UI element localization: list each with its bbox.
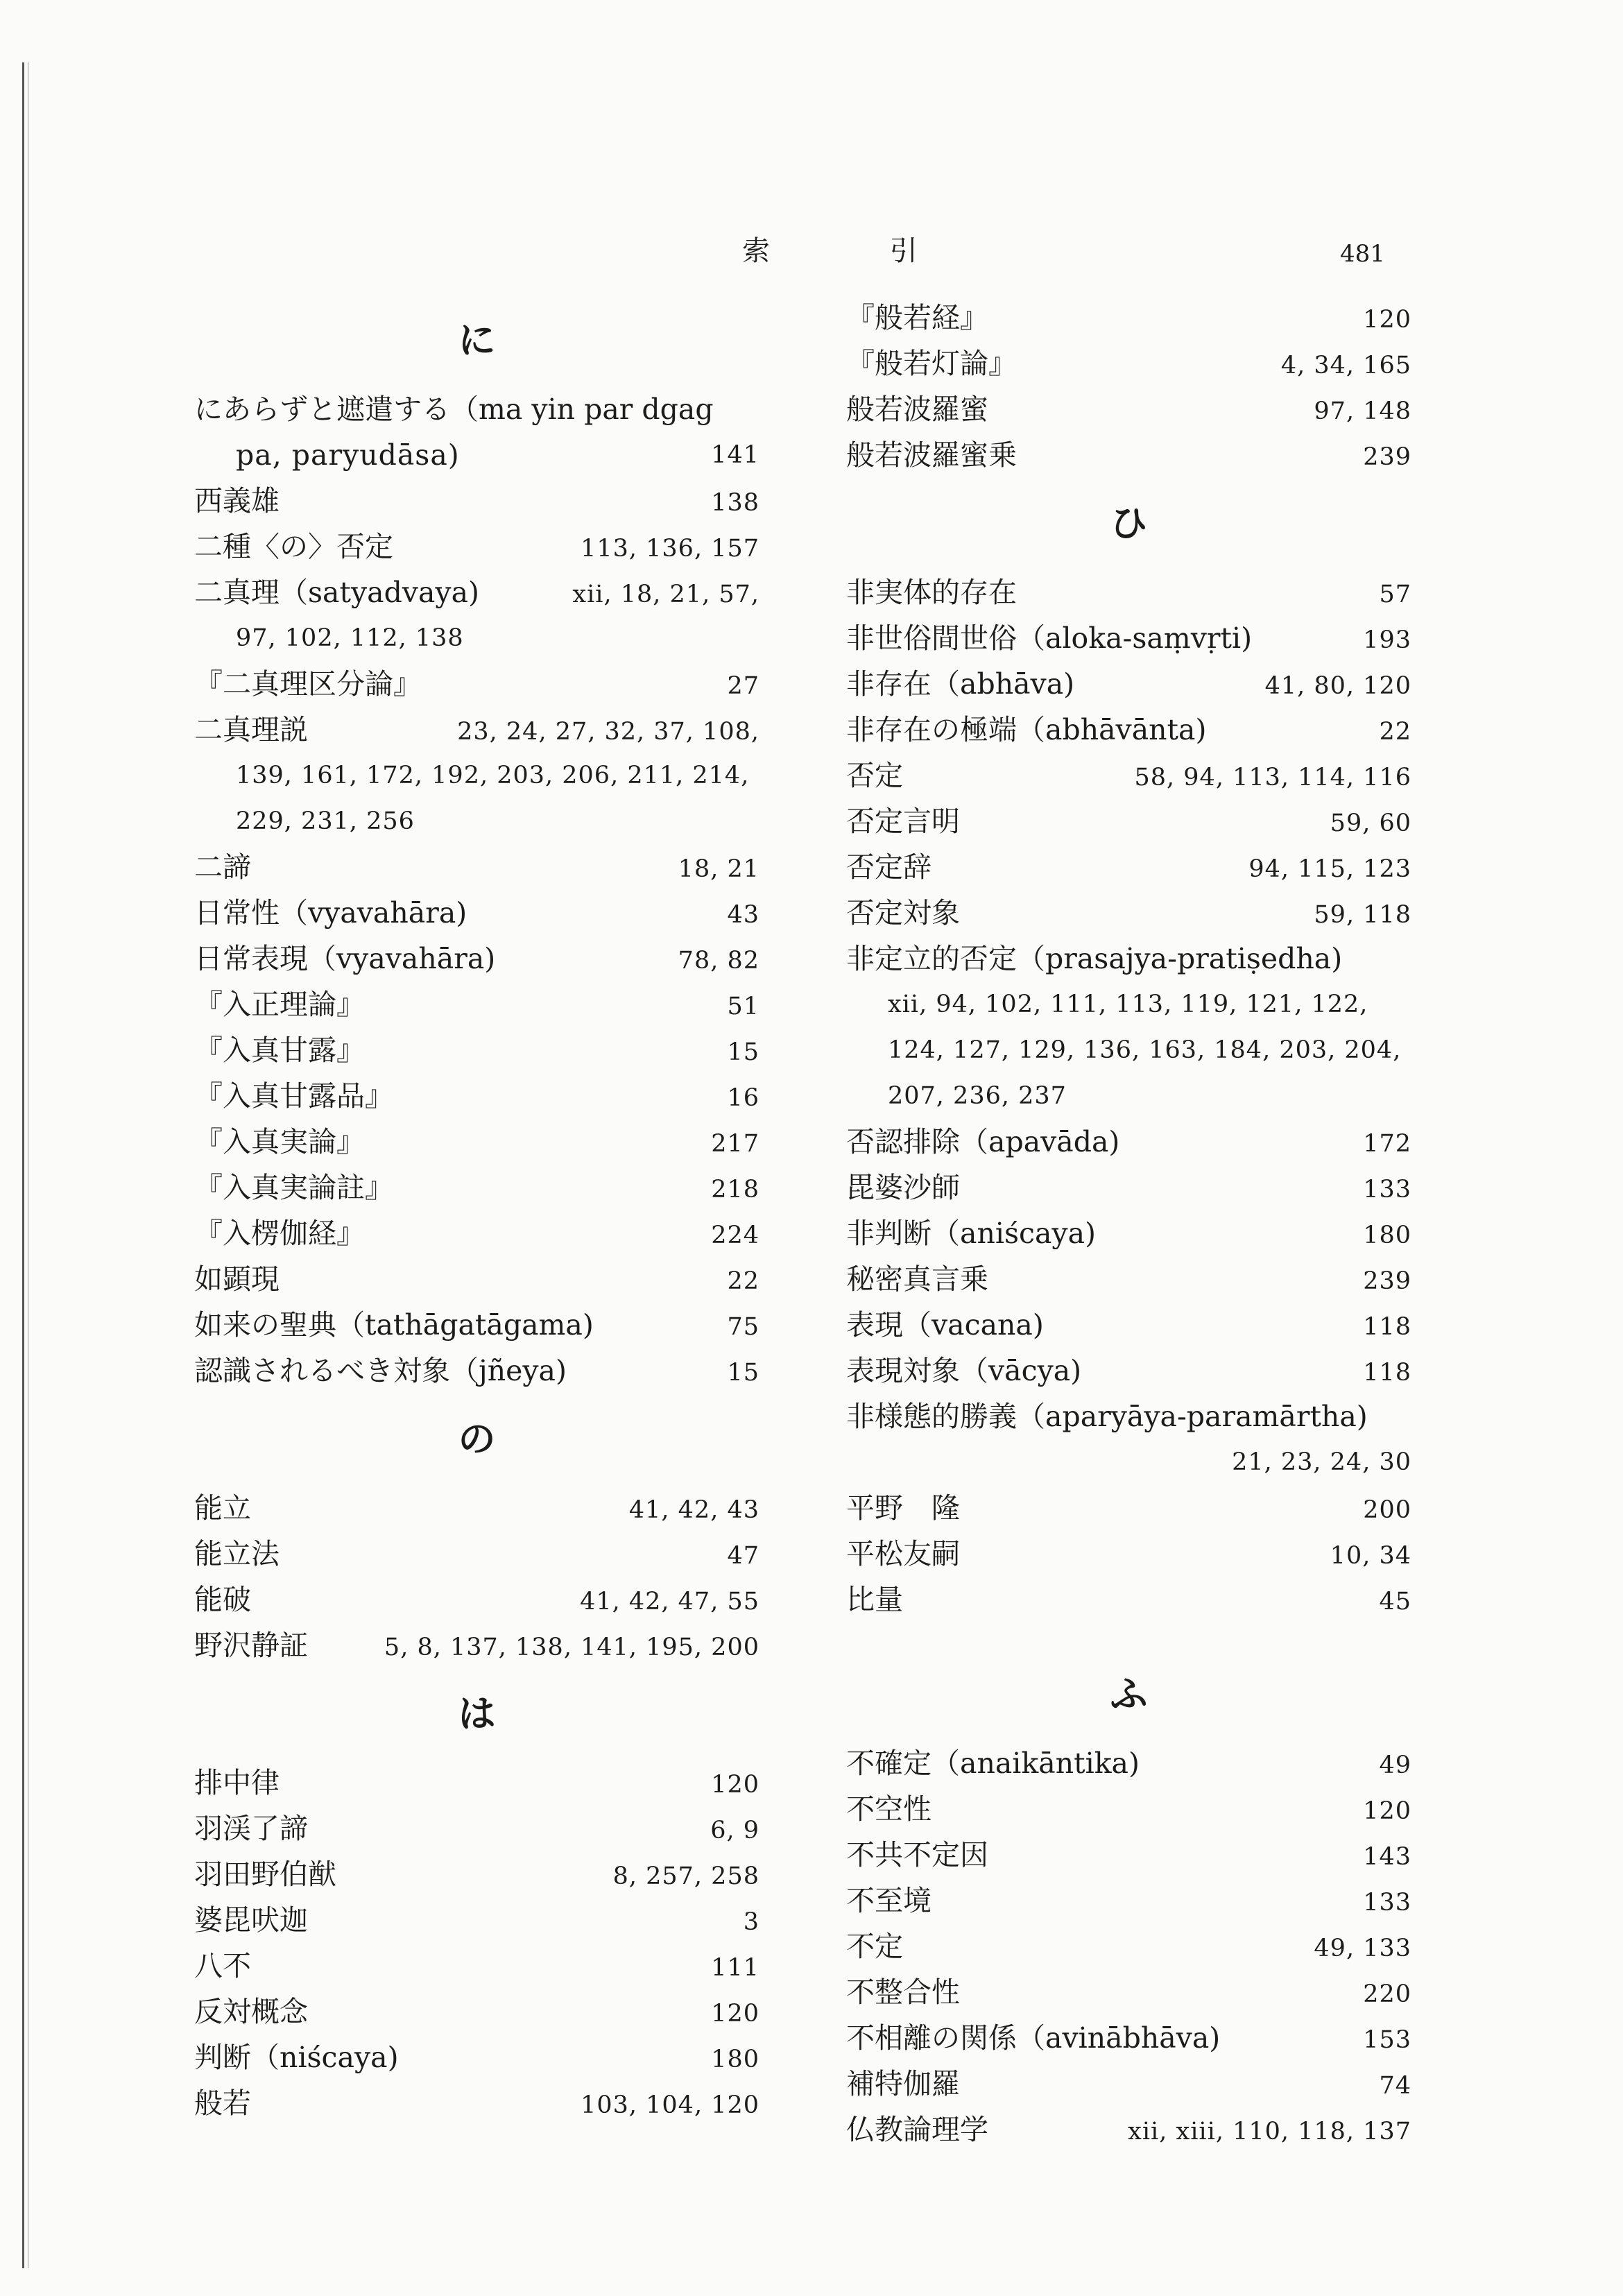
entry-term: 『般若灯論』 (846, 347, 1017, 380)
entry-term: 不共不定因 (846, 1838, 988, 1871)
index-entry (846, 1740, 1411, 1786)
entry-term: 野沢静証 (194, 1629, 308, 1662)
section-heading-ni: に (458, 318, 496, 362)
index-entry (194, 386, 759, 432)
entry-continuation: 124, 127, 129, 136, 163, 184, 203, 204, (888, 1036, 1402, 1064)
entry-continuation: 139, 161, 172, 192, 203, 206, 211, 214, (236, 762, 750, 789)
index-entry (846, 890, 1411, 936)
entry-pages: 3 (743, 1908, 759, 1936)
index-entry (194, 478, 759, 524)
entry-term: 不至境 (846, 1884, 931, 1917)
entry-term: 排中律 (194, 1766, 280, 1799)
entry-pages: 8, 257, 258 (612, 1862, 759, 1890)
index-entry (846, 753, 1411, 798)
index-entry (194, 1256, 759, 1302)
index-entry (194, 1577, 759, 1622)
index-entry (194, 1531, 759, 1577)
entry-term: 『入楞伽経』 (194, 1217, 365, 1250)
entry-pages: 141 (711, 441, 759, 469)
index-entry (194, 1622, 759, 1668)
entry-term: 非判断（aniścaya) (846, 1217, 1097, 1250)
entry-pages: 78, 82 (678, 947, 759, 975)
entry-term: 般若 (194, 2087, 251, 2120)
entry-term: 平野 隆 (846, 1491, 960, 1525)
entry-pages: 5, 8, 137, 138, 141, 195, 200 (384, 1634, 759, 1661)
index-entry (846, 1394, 1411, 1439)
index-entry (846, 844, 1411, 890)
entry-term: 『入真甘露』 (194, 1034, 365, 1067)
entry-term: 不空性 (846, 1792, 931, 1826)
entry-pages: 47 (727, 1542, 759, 1570)
index-entry (194, 1760, 759, 1806)
entry-pages: 41, 42, 47, 55 (580, 1588, 759, 1616)
entry-pages: 59, 60 (1330, 809, 1411, 837)
entry-pages: 58, 94, 113, 114, 116 (1134, 764, 1411, 791)
entry-term: 非様態的勝義（aparyāya-paramārtha) (846, 1400, 1368, 1433)
index-entry (846, 1531, 1411, 1577)
entry-term: 不定 (846, 1930, 903, 1963)
entry-term: 表現対象（vācya) (846, 1354, 1082, 1387)
entry-continuation: 207, 236, 237 (888, 1082, 1067, 1110)
index-entry (846, 615, 1411, 661)
index-entry (846, 1878, 1411, 1924)
page-binding-edge (22, 62, 24, 2268)
entry-term: 否定辞 (846, 850, 931, 884)
index-entry (194, 1989, 759, 2034)
entry-pages: 49 (1379, 1751, 1411, 1779)
entry-term: 否認排除（apavāda) (846, 1125, 1120, 1158)
entry-pages: 59, 118 (1314, 901, 1411, 929)
entry-pages: 15 (727, 1038, 759, 1066)
entry-pages: 143 (1363, 1843, 1411, 1871)
entry-term: 婆毘吠迦 (194, 1903, 308, 1937)
entry-pages: 6, 9 (710, 1817, 759, 1844)
entry-term: 能立 (194, 1491, 251, 1525)
index-entry (194, 890, 759, 936)
entry-pages: 118 (1363, 1313, 1411, 1341)
entry-pages: 172 (1363, 1130, 1411, 1158)
index-entry (846, 661, 1411, 707)
entry-term: 般若波羅蜜 (846, 393, 988, 426)
entry-pages: 120 (1363, 306, 1411, 334)
entry-term: にあらずと遮遣する（ma yin par dgag (194, 393, 714, 426)
entry-pages: 97, 148 (1314, 397, 1411, 425)
entry-pages: 180 (711, 2046, 759, 2073)
entry-term: 平松友嗣 (846, 1537, 960, 1570)
entry-pages: 120 (711, 2000, 759, 2028)
entry-pages: 22 (727, 1267, 759, 1295)
index-entry (846, 2061, 1411, 2107)
entry-pages: 200 (1363, 1496, 1411, 1524)
entry-pages: 27 (727, 672, 759, 700)
index-entry (194, 661, 759, 707)
index-entry (846, 798, 1411, 844)
entry-term: 八不 (194, 1949, 251, 1982)
entry-pages: 51 (727, 993, 759, 1020)
index-entry (194, 1027, 759, 1073)
entry-pages: 23, 24, 27, 32, 37, 108, (457, 718, 759, 746)
entry-term: 仏教論理学 (846, 2113, 988, 2146)
entry-term: 『入正理論』 (194, 988, 365, 1021)
entry-term: 否定言明 (846, 805, 960, 838)
entry-term: 不確定（anaikāntika) (846, 1747, 1140, 1780)
entry-pages: 217 (711, 1130, 759, 1158)
entry-pages: 103, 104, 120 (581, 2091, 759, 2119)
entry-pages: 153 (1363, 2026, 1411, 2054)
index-entry (846, 386, 1411, 432)
entry-term: 日常性（vyavahāra) (194, 896, 467, 929)
index-entry (194, 1348, 759, 1394)
index-entry (846, 1210, 1411, 1256)
index-entry (194, 569, 759, 615)
entry-continuation: xii, 94, 102, 111, 113, 119, 121, 122, (888, 991, 1368, 1018)
entry-term: 非実体的存在 (846, 576, 1017, 609)
section-heading-ha: は (458, 1692, 496, 1736)
entry-term: 羽田野伯猷 (194, 1858, 336, 1891)
index-entry (846, 569, 1411, 615)
entry-term: 非存在（abhāva) (846, 667, 1075, 701)
index-entry (194, 1485, 759, 1531)
entry-term: 『入真甘露品』 (194, 1079, 393, 1113)
index-entry (846, 295, 1411, 341)
entry-pages: xii, 18, 21, 57, (572, 581, 759, 608)
entry-term: 比量 (846, 1583, 903, 1616)
index-entry (194, 1851, 759, 1897)
entry-pages: 10, 34 (1330, 1542, 1411, 1570)
index-entry (846, 1348, 1411, 1394)
page-number: 481 (1340, 240, 1385, 268)
index-entry (846, 1256, 1411, 1302)
entry-pages: 239 (1363, 1267, 1411, 1295)
entry-term: 般若波羅蜜乗 (846, 438, 1017, 472)
index-entry (194, 1897, 759, 1943)
entry-pages: 22 (1379, 718, 1411, 746)
entry-term: 表現（vacana) (846, 1308, 1044, 1342)
entry-pages: 41, 42, 43 (628, 1496, 759, 1524)
index-entry (194, 2080, 759, 2126)
entry-pages: 74 (1379, 2072, 1411, 2100)
entry-pages: xii, xiii, 110, 118, 137 (1128, 2118, 1411, 2145)
index-entry (846, 707, 1411, 753)
entry-term: 二種〈の〉否定 (194, 530, 393, 563)
entry-pages: 120 (1363, 1797, 1411, 1825)
running-head: 索 引 (742, 235, 973, 267)
entry-pages: 180 (1363, 1222, 1411, 1249)
entry-pages: 113, 136, 157 (581, 535, 759, 563)
entry-pages: 94, 115, 123 (1248, 855, 1411, 883)
entry-term-cont: pa, paryudāsa) (236, 438, 460, 472)
entry-term: 否定 (846, 759, 903, 792)
entry-pages: 49, 133 (1314, 1935, 1411, 1962)
index-entry (846, 432, 1411, 478)
entry-term: 非定立的否定（prasajya-pratiṣedha) (846, 942, 1343, 975)
entry-continuation (194, 432, 759, 478)
entry-pages: 43 (727, 901, 759, 929)
index-entry (194, 707, 759, 753)
index-entry (846, 1969, 1411, 2015)
entry-term: 不整合性 (846, 1976, 960, 2009)
entry-pages: 41, 80, 120 (1264, 672, 1411, 700)
index-entry (194, 2034, 759, 2080)
entry-pages: 75 (727, 1313, 759, 1341)
entry-term: 『入真実論註』 (194, 1171, 393, 1204)
entry-pages: 4, 34, 165 (1280, 352, 1411, 379)
index-entry (194, 1943, 759, 1989)
entry-term: 西義雄 (194, 484, 280, 517)
section-heading-fu: ふ (1110, 1672, 1148, 1716)
entry-pages: 111 (711, 1954, 759, 1982)
section-heading-hi: ひ (1110, 502, 1148, 545)
entry-continuation: 229, 231, 256 (236, 807, 415, 835)
index-entry (194, 1210, 759, 1256)
entry-term: 能破 (194, 1583, 251, 1616)
index-entry (846, 1924, 1411, 1969)
index-entry (194, 1165, 759, 1210)
entry-pages: 218 (711, 1176, 759, 1203)
index-entry (194, 1073, 759, 1119)
entry-term: 秘密真言乗 (846, 1262, 988, 1296)
entry-term: 非存在の極端（abhāvānta) (846, 713, 1207, 746)
entry-term: 『入真実論』 (194, 1125, 365, 1158)
entry-pages: 120 (711, 1771, 759, 1799)
entry-pages: 16 (727, 1084, 759, 1112)
index-entry (846, 1302, 1411, 1348)
entry-pages: 18, 21 (678, 855, 759, 883)
entry-term: 否定対象 (846, 896, 960, 929)
section-heading-no: の (458, 1417, 496, 1461)
entry-term: 不相離の関係（avinābhāva) (846, 2021, 1221, 2055)
index-entry (846, 2107, 1411, 2152)
entry-term: 羽渓了諦 (194, 1812, 308, 1845)
entry-pages: 15 (727, 1359, 759, 1387)
entry-pages: 133 (1363, 1176, 1411, 1203)
entry-pages: 220 (1363, 1980, 1411, 2008)
index-entry (846, 1786, 1411, 1832)
index-entry (846, 1832, 1411, 1878)
entry-pages: 45 (1379, 1588, 1411, 1616)
entry-term: 如来の聖典（tathāgatāgama) (194, 1308, 594, 1342)
entry-term: 二真理（satyadvaya) (194, 576, 480, 609)
index-entry (846, 341, 1411, 386)
index-entry (846, 1485, 1411, 1531)
index-entry (194, 1302, 759, 1348)
entry-pages: 193 (1363, 626, 1411, 654)
index-column-left (194, 295, 759, 2126)
index-entry (194, 936, 759, 982)
index-entry (846, 1165, 1411, 1210)
entry-term: 如顕現 (194, 1262, 280, 1296)
entry-continuation: 97, 102, 112, 138 (236, 624, 464, 652)
entry-continuation: 21, 23, 24, 30 (1232, 1448, 1411, 1476)
entry-term: 毘婆沙師 (846, 1171, 960, 1204)
entry-term: 二真理説 (194, 713, 308, 746)
entry-term: 日常表現（vyavahāra) (194, 942, 496, 975)
index-entry (846, 1119, 1411, 1165)
entry-term: 非世俗間世俗（aloka-saṃvṛti) (846, 622, 1253, 655)
entry-pages: 138 (711, 489, 759, 517)
index-entry (194, 524, 759, 569)
index-entry (194, 982, 759, 1027)
index-entry (194, 844, 759, 890)
entry-pages: 133 (1363, 1889, 1411, 1917)
entry-term: 補特伽羅 (846, 2067, 960, 2100)
entry-term: 判断（niścaya) (194, 2041, 399, 2074)
entry-term: 『二真理区分論』 (194, 667, 422, 701)
index-entry (846, 1577, 1411, 1622)
entry-term: 『般若経』 (846, 301, 988, 334)
entry-term: 認識されるべき対象（jñeya) (194, 1354, 567, 1387)
index-entry (846, 2015, 1411, 2061)
entry-pages: 239 (1363, 443, 1411, 471)
entry-term: 二諦 (194, 850, 251, 884)
index-entry (194, 1806, 759, 1851)
entry-pages: 118 (1363, 1359, 1411, 1387)
entry-term: 反対概念 (194, 1995, 308, 2028)
entry-pages: 224 (711, 1222, 759, 1249)
entry-pages: 57 (1379, 581, 1411, 608)
index-entry (846, 936, 1411, 982)
index-entry (194, 1119, 759, 1165)
entry-term: 能立法 (194, 1537, 280, 1570)
index-column-right (846, 295, 1411, 2152)
